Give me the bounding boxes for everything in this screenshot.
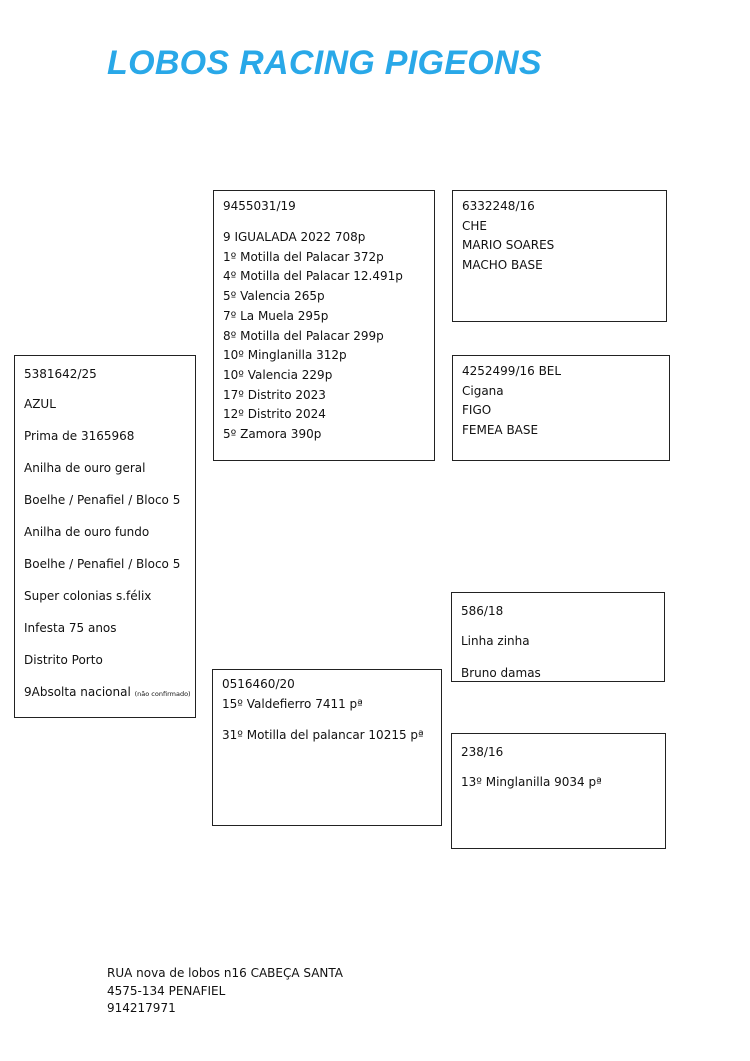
sire-card [213, 190, 435, 461]
pigeon-last-note: (não confirmado) [134, 690, 191, 698]
dam-sire-ring-number: 586/18 [461, 604, 504, 618]
sire-dam-detail: FEMEA BASE [462, 423, 539, 438]
sire-dam-detail: FIGO [462, 403, 492, 418]
sire-result: 5º Zamora 390p [223, 427, 322, 442]
address-phone: 914217971 [107, 1001, 176, 1015]
sire-result: 4º Motilla del Palacar 12.491p [223, 269, 403, 284]
pigeon-detail: Prima de 3165968 [24, 429, 135, 443]
dam-sire-card [451, 592, 665, 682]
sire-result: 12º Distrito 2024 [223, 407, 326, 422]
sire-result: 1º Motilla del Palacar 372p [223, 249, 384, 264]
pigeon-detail: Boelhe / Penafiel / Bloco 5 [24, 493, 181, 507]
pigeon-detail: Distrito Porto [24, 653, 103, 667]
dam-sire-detail: Bruno damas [461, 666, 541, 680]
pigeon-detail: Anilha de ouro geral [24, 461, 146, 475]
sire-sire-ring-number: 6332248/16 [462, 199, 535, 213]
pigeon-ring-number: 5381642/25 [24, 367, 97, 381]
sire-result: 5º Valencia 265p [223, 289, 325, 304]
pigeon-detail: Infesta 75 anos [24, 621, 117, 635]
sire-sire-card [452, 190, 667, 322]
sire-result: 7º La Muela 295p [223, 308, 329, 323]
sire-sire-detail: MACHO BASE [462, 258, 543, 273]
sire-dam-detail: Cigana [462, 383, 504, 398]
page-title: LOBOS RACING PIGEONS [107, 44, 542, 82]
pigeon-card [14, 355, 196, 718]
sire-result: 10º Minglanilla 312p [223, 348, 347, 363]
pigeon-detail: Boelhe / Penafiel / Bloco 5 [24, 557, 181, 571]
dam-dam-ring-number: 238/16 [461, 745, 504, 759]
sire-result: 9 IGUALADA 2022 708p [223, 230, 366, 244]
sire-result: 8º Motilla del Palacar 299p [223, 328, 384, 343]
sire-dam-ring-number: 4252499/16 BEL [462, 364, 562, 378]
dam-result: 31º Motilla del palancar 10215 pª [222, 728, 424, 742]
pigeon-last-text: 9Absolta nacional [24, 685, 131, 699]
contact-address [107, 965, 343, 1018]
pigeon-detail: Anilha de ouro fundo [24, 525, 150, 539]
sire-dam-card [452, 355, 670, 461]
dam-card [212, 669, 442, 826]
sire-ring-number: 9455031/19 [223, 199, 296, 213]
sire-result: 10º Valencia 229p [223, 367, 333, 382]
sire-result: 17º Distrito 2023 [223, 387, 326, 402]
pigeon-detail: AZUL [24, 397, 56, 411]
address-street: RUA nova de lobos n16 CABEÇA SANTA [107, 966, 344, 980]
dam-dam-card [451, 733, 666, 849]
dam-dam-detail: 13º Minglanilla 9034 pª [461, 775, 602, 789]
sire-sire-detail: CHE [462, 218, 487, 233]
address-postal: 4575-134 PENAFIEL [107, 983, 226, 998]
dam-result: 15º Valdefierro 7411 pª [222, 697, 363, 711]
sire-sire-detail: MARIO SOARES [462, 238, 555, 253]
dam-ring-number: 0516460/20 [222, 677, 295, 691]
pigeon-detail-last [24, 676, 191, 710]
dam-sire-detail: Linha zinha [461, 634, 530, 648]
pigeon-detail: Super colonias s.félix [24, 589, 152, 603]
